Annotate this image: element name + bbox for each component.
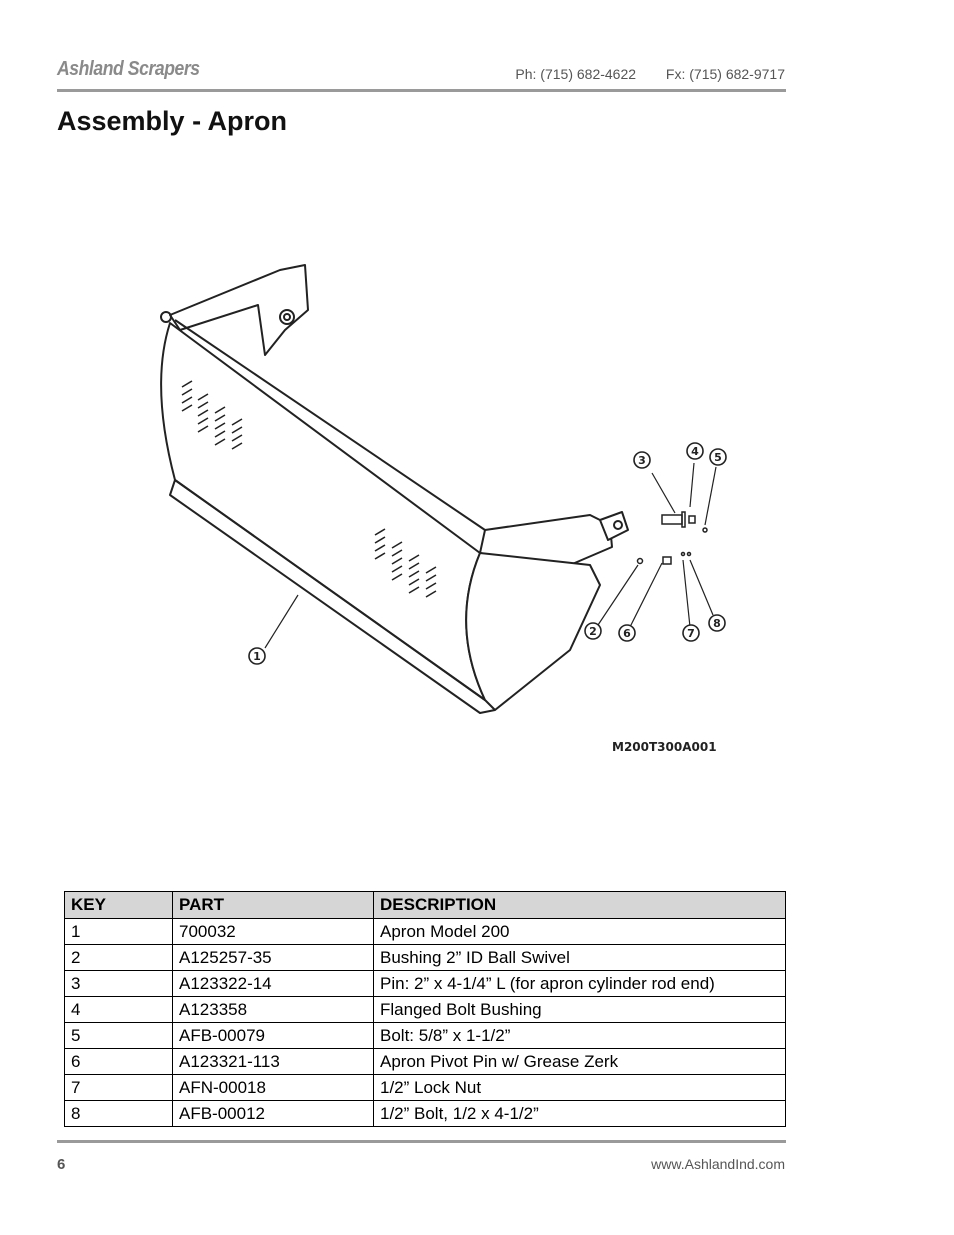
table-row — [65, 971, 786, 997]
table-row — [65, 997, 786, 1023]
website-link[interactable]: www.AshlandInd.com — [651, 1156, 785, 1172]
apron-assembly-diagram — [130, 235, 730, 765]
contact-info — [489, 66, 785, 82]
table-row — [65, 919, 786, 945]
description-cell: Bushing 2” ID Ball Swivel — [374, 945, 786, 971]
callout-label: 1 — [253, 650, 261, 663]
callout-label: 7 — [687, 627, 695, 640]
table-row — [65, 945, 786, 971]
description-cell: Apron Pivot Pin w/ Grease Zerk — [374, 1049, 786, 1075]
column-header: KEY — [65, 892, 173, 919]
part-cell: AFB-00079 — [173, 1023, 374, 1049]
description-cell: Pin: 2” x 4-1/4” L (for apron cylinder rod end) — [374, 971, 786, 997]
callout-label: 8 — [713, 617, 721, 630]
parts-table — [64, 891, 786, 1127]
description-cell: Bolt: 5/8” x 1-1/2” — [374, 1023, 786, 1049]
key-cell: 8 — [65, 1101, 173, 1127]
phone-number: Ph: (715) 682-4622 — [515, 66, 637, 82]
key-cell: 7 — [65, 1075, 173, 1101]
key-cell: 5 — [65, 1023, 173, 1049]
table-header-row — [65, 892, 786, 919]
part-cell: A125257-35 — [173, 945, 374, 971]
part-cell: A123358 — [173, 997, 374, 1023]
footer-divider — [57, 1140, 786, 1143]
key-cell: 4 — [65, 997, 173, 1023]
description-cell: 1/2” Bolt, 1/2 x 4-1/2” — [374, 1101, 786, 1127]
callout-label: 6 — [623, 627, 631, 640]
part-cell: A123321-113 — [173, 1049, 374, 1075]
table-row — [65, 1049, 786, 1075]
page-number: 6 — [57, 1156, 66, 1173]
key-cell: 2 — [65, 945, 173, 971]
key-cell: 1 — [65, 919, 173, 945]
key-cell: 3 — [65, 971, 173, 997]
callout-label: 4 — [691, 445, 699, 458]
part-cell: A123322-14 — [173, 971, 374, 997]
callout-label: 3 — [638, 454, 646, 467]
table-row — [65, 1023, 786, 1049]
description-cell: Flanged Bolt Bushing — [374, 997, 786, 1023]
description-cell: Apron Model 200 — [374, 919, 786, 945]
drawing-code: M200T300A001 — [612, 740, 717, 754]
table-row — [65, 1101, 786, 1127]
callout-label: 2 — [589, 625, 597, 638]
part-cell: AFN-00018 — [173, 1075, 374, 1101]
callout-label: 5 — [714, 451, 722, 464]
brand-logo: Ashland Scrapers — [57, 58, 200, 80]
part-cell: 700032 — [173, 919, 374, 945]
part-cell: AFB-00012 — [173, 1101, 374, 1127]
page-title: Assembly - Apron — [57, 106, 288, 136]
column-header: DESCRIPTION — [374, 892, 786, 919]
fax-number: Fx: (715) 682-9717 — [665, 66, 785, 82]
column-header: PART — [173, 892, 374, 919]
header-divider — [57, 89, 786, 92]
key-cell: 6 — [65, 1049, 173, 1075]
table-row — [65, 1075, 786, 1101]
description-cell: 1/2” Lock Nut — [374, 1075, 786, 1101]
